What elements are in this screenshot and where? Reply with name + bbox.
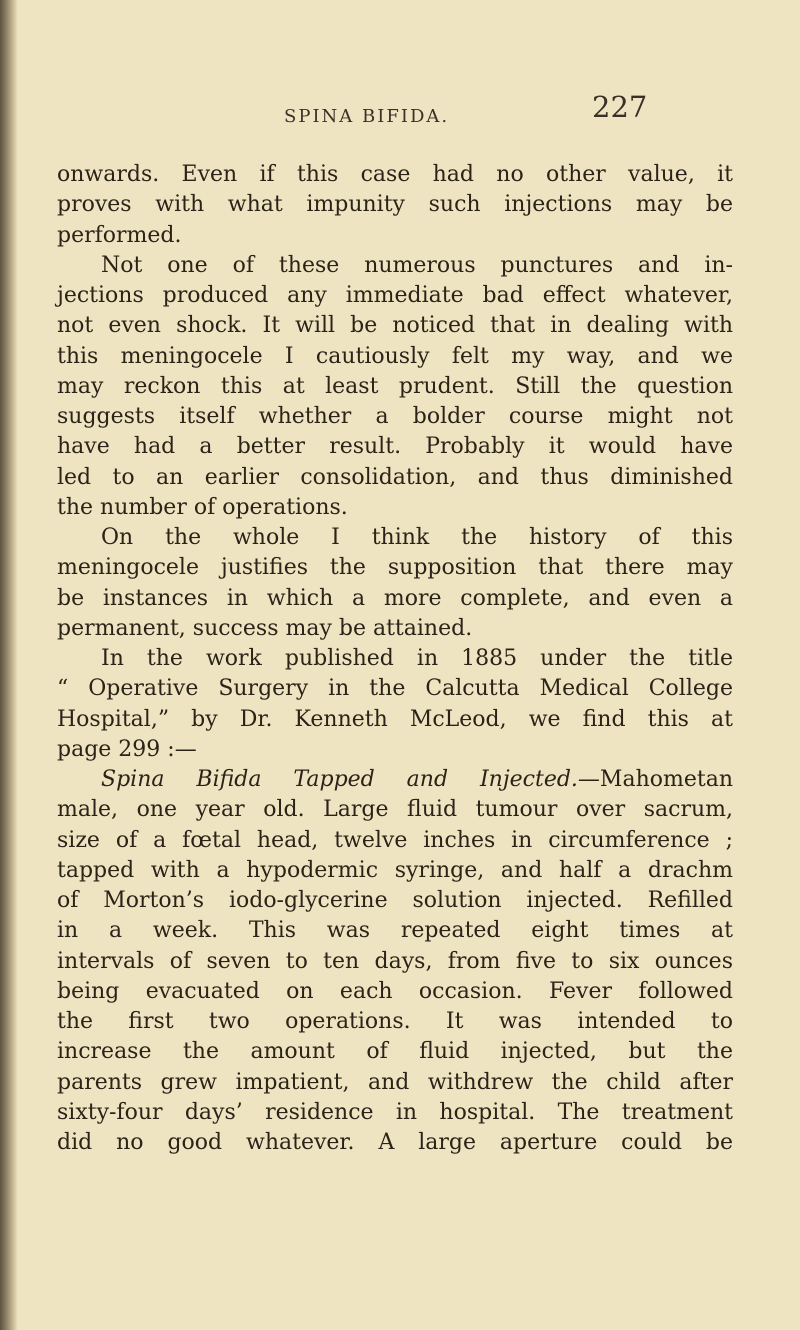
text-line: the number of operations. [57, 494, 348, 520]
text-line: page 299 :— [57, 736, 197, 762]
text-line: in a week. This was repeated eight times at [57, 918, 733, 944]
text-line: not even shock. It will be noticed that in dealing with [57, 313, 733, 339]
text-line: led to an earlier consolidation, and thus diminished [57, 464, 733, 490]
page-number: 227 [592, 90, 648, 124]
case-heading: Spina Bifida Tapped and Injected. [101, 767, 578, 792]
text-line: size of a fœtal head, twelve inches in circumference ; [57, 827, 733, 853]
text-line: being evacuated on each occasion. Fever followed [57, 978, 733, 1004]
text-line: be instances in which a more complete, and even a [57, 585, 733, 611]
text-line: sixty-four days’ residence in hospital. The treatment [57, 1099, 733, 1125]
text-line: On the whole I think the history of this [101, 525, 733, 550]
text-line: may reckon this at least prudent. Still the question [57, 373, 733, 399]
text-line: of Morton’s iodo-glycerine solution injected. Refilled [57, 888, 733, 913]
text-line: “ Operative Surgery in the Calcutta Medical College [57, 676, 733, 702]
text-line: the first two operations. It was intended to [57, 1009, 733, 1034]
text-line: suggests itself whether a bolder course might not [57, 404, 733, 429]
text-line: increase the amount of fluid injected, but the [57, 1039, 733, 1065]
case-heading-continuation: —Mahometan [577, 767, 733, 792]
text-line: In the work published in 1885 under the title [101, 646, 733, 671]
text-line: permanent, success may be attained. [57, 615, 473, 641]
text-line: Hospital,” by Dr. Kenneth McLeod, we find this at [57, 706, 733, 732]
text-line: intervals of seven to ten days, from five to six ounces [57, 948, 733, 974]
text-line: onwards. Even if this case had no other value, it [57, 162, 733, 187]
text-line: did no good whatever. A large aperture could be [57, 1130, 733, 1155]
text-line: meningocele justifies the supposition that there may [57, 555, 733, 581]
running-head: SPINA BIFIDA. [284, 106, 450, 127]
text-line: have had a better result. Probably it would have [57, 434, 733, 460]
case-heading-line [57, 765, 733, 795]
text-line: male, one year old. Large fluid tumour over sacrum, [57, 797, 733, 823]
text-line: parents grew impatient, and withdrew the child after [57, 1069, 733, 1095]
text-line: tapped with a hypodermic syringe, and half a drachm [57, 857, 733, 883]
text-line: jections produced any immediate bad effect whatever, [57, 283, 733, 308]
text-line: this meningocele I cautiously felt my way, and we [57, 343, 733, 369]
text-line: proves with what impunity such injections may be [57, 192, 733, 218]
text-line: Not one of these numerous punctures and in- [101, 252, 733, 278]
body-text [57, 160, 733, 1158]
text-line: performed. [57, 222, 182, 248]
